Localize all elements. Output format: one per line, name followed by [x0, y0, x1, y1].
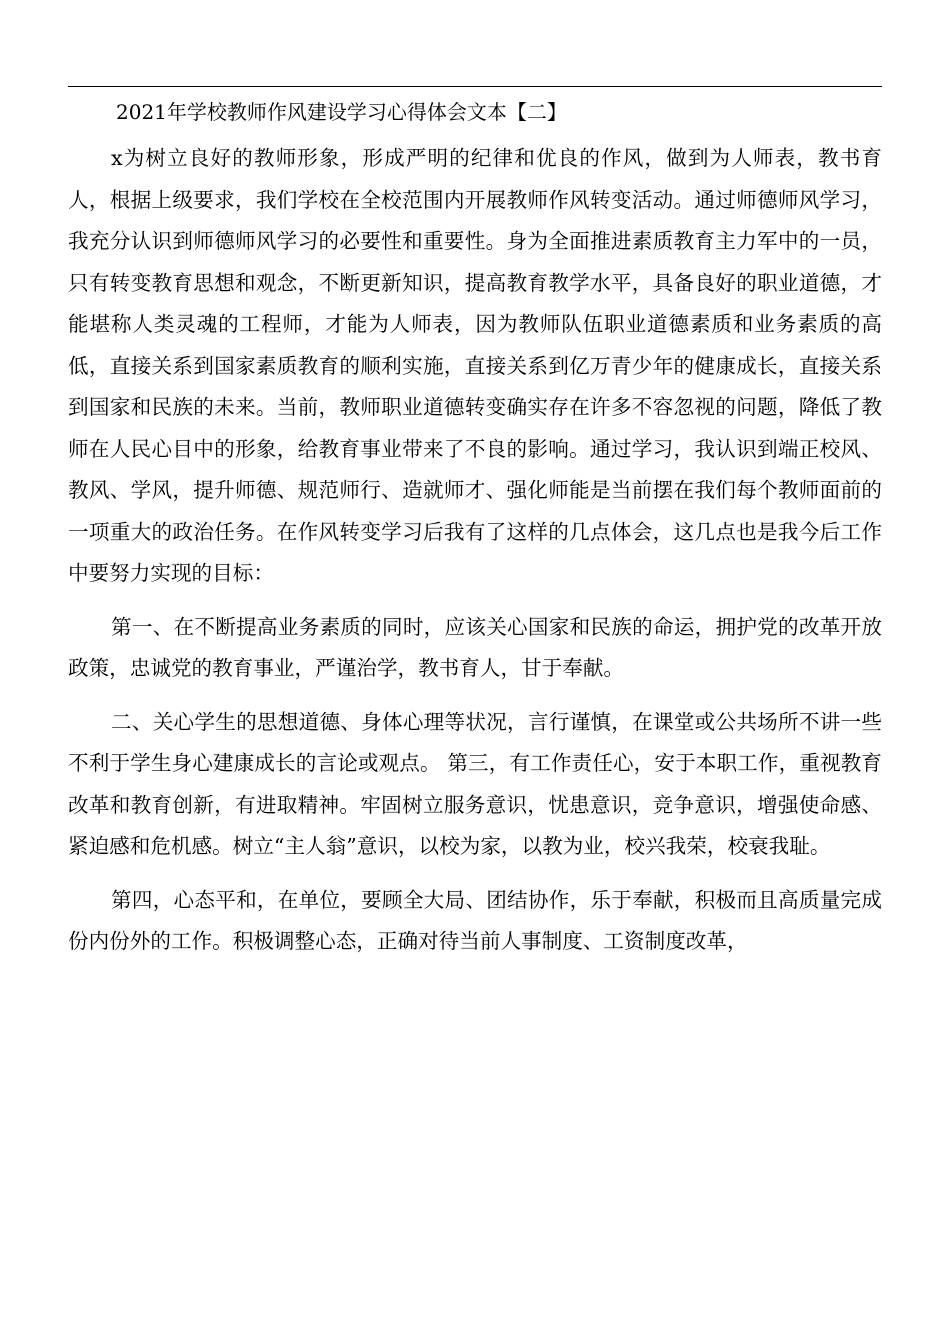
paragraph-point-two-three: 二、关心学生的思想道德、身体心理等状况，言行谨慎，在课堂或公共场所不讲一些不利于学生身心建康成长的言论或观点。 第三，有工作责任心，安于本职工作，重视教育改革和教育创新，有进取精神。牢固树立服务意识，忧患意识，竞争意识，增强使命感、紧迫感和危机感。树立“主人翁”意识，以校为家，以教为业，校兴我荣，校衰我耻。 — [68, 709, 882, 858]
paragraph-intro: x为树立良好的教师形象，形成严明的纪律和优良的作风，做到为人师表，教书育人，根据上级要求，我们学校在全校范围内开展教师作风转变活动。通过师德师风学习，我充分认识到师德师风学习的必要性和重要性。身为全面推进素质教育主力军中的一员，只有转变教育思想和观念，不断更新知识，提高教育教学水平，具备良好的职业道德，才能堪称人类灵魂的工程师，才能为人师表，因为教师队伍职业道德素质和业务素质的高低，直接关系到国家素质教育的顺利实施，直接关系到亿万青少年的健康成长，直接关系到国家和民族的未来。当前，教师职业道德转变确实存在许多不容忽视的问题，降低了教师在人民心目中的形象，给教育事业带来了不良的影响。通过学习，我认识到端正校风、教风、学风，提升师德、规范师行、造就师才、强化师能是当前摆在我们每个教师面前的一项重大的政治任务。在作风转变学习后我有了这样的几点体会，这几点也是我今后工作中要努力实现的目标： — [68, 146, 882, 585]
header-rule — [68, 86, 882, 87]
paragraph-point-one: 第一、在不断提高业务素质的同时，应该关心国家和民族的命运，拥护党的改革开放政策，忠诚党的教育事业，严谨治学，教书育人，甘于奉献。 — [68, 614, 882, 680]
paragraph-point-four: 第四，心态平和，在单位，要顾全大局、团结协作，乐于奉献，积极而且高质量完成份内份外的工作。积极调整心态，正确对待当前人事制度、工资制度改革， — [68, 887, 882, 953]
document-title: 2021年学校教师作风建设学习心得体会文本【二】 — [116, 100, 567, 124]
document-body — [68, 92, 882, 963]
